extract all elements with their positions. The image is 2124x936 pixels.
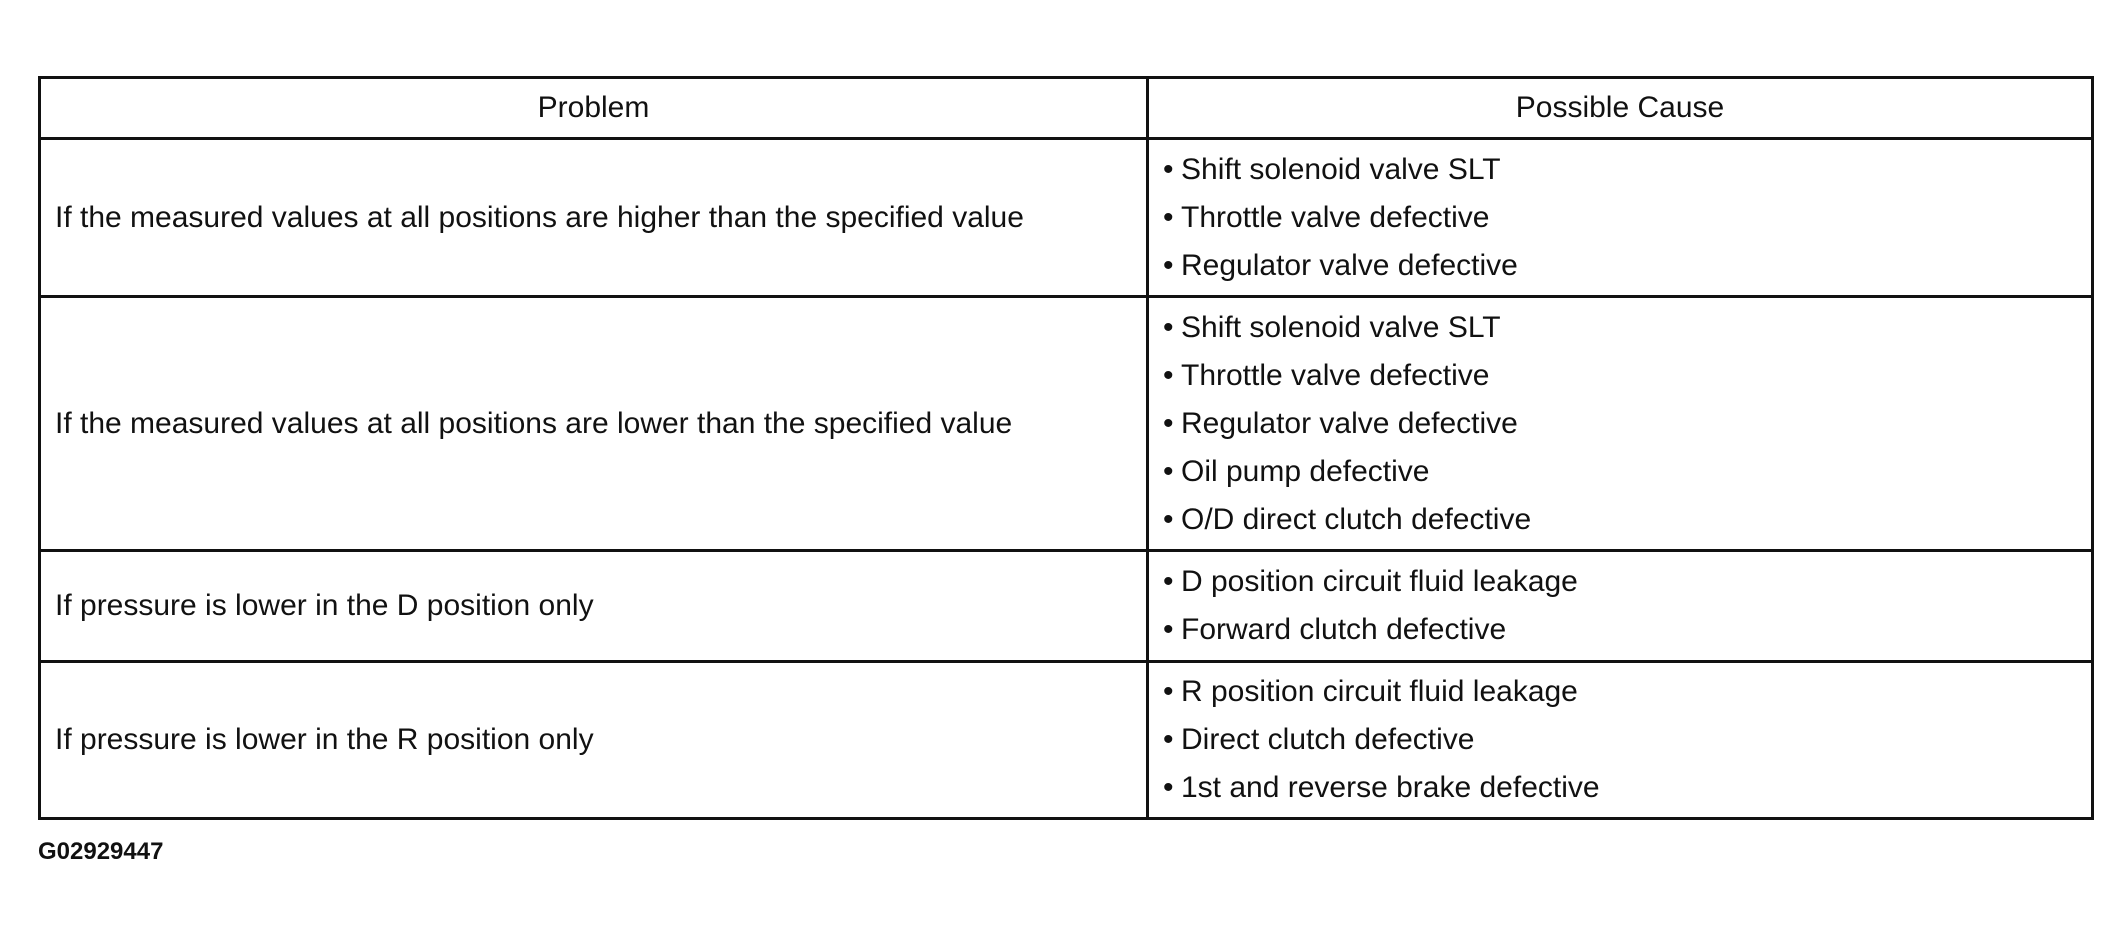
bullet-icon: • (1163, 406, 1174, 440)
problem-cell: If pressure is lower in the R position only (40, 662, 1148, 819)
list-item (1163, 496, 2091, 544)
bullet-icon: • (1163, 502, 1174, 536)
cause-text: R position circuit fluid leakage (1181, 675, 1578, 708)
cause-text: Forward clutch defective (1181, 613, 1507, 646)
cause-cell (1148, 297, 2093, 551)
bullet-icon: • (1163, 565, 1174, 598)
header-problem: Problem (40, 78, 1148, 139)
list-item (1163, 558, 2091, 606)
list-item (1163, 352, 2091, 400)
list-item (1163, 304, 2091, 352)
list-item (1163, 716, 2091, 764)
cause-list (1163, 304, 2091, 544)
figure-id: G02929447 (38, 838, 164, 865)
header-row (40, 78, 2093, 139)
list-item (1163, 668, 2091, 716)
list-item (1163, 764, 2091, 812)
cause-text: 1st and reverse brake defective (1181, 771, 1600, 804)
problem-cell: If the measured values at all positions are higher than the specified value (40, 139, 1148, 297)
problem-cell: If pressure is lower in the D position only (40, 551, 1148, 662)
cause-text: Regulator valve defective (1181, 406, 1518, 440)
bullet-icon: • (1163, 454, 1174, 488)
cause-cell (1148, 551, 2093, 662)
cause-text: Oil pump defective (1181, 454, 1430, 488)
list-item (1163, 242, 2091, 290)
cause-list (1163, 558, 2091, 654)
header-possible-cause: Possible Cause (1148, 78, 2093, 139)
diagnosis-table (38, 76, 2094, 820)
table-row (40, 551, 2093, 662)
bullet-icon: • (1163, 771, 1174, 804)
table-row (40, 139, 2093, 297)
list-item (1163, 194, 2091, 242)
bullet-icon: • (1163, 200, 1174, 234)
list-item (1163, 448, 2091, 496)
cause-text: Direct clutch defective (1181, 723, 1475, 756)
cause-cell (1148, 139, 2093, 297)
cause-text: O/D direct clutch defective (1181, 502, 1532, 536)
bullet-icon: • (1163, 723, 1174, 756)
bullet-icon: • (1163, 613, 1174, 646)
problem-cell: If the measured values at all positions are lower than the specified value (40, 297, 1148, 551)
bullet-icon: • (1163, 310, 1174, 344)
cause-text: Shift solenoid valve SLT (1181, 310, 1501, 344)
table-row (40, 297, 2093, 551)
cause-text: Throttle valve defective (1181, 358, 1490, 392)
list-item (1163, 606, 2091, 654)
cause-list (1163, 146, 2091, 290)
bullet-icon: • (1163, 248, 1174, 282)
bullet-icon: • (1163, 358, 1174, 392)
cause-text: Throttle valve defective (1181, 200, 1490, 234)
bullet-icon: • (1163, 675, 1174, 708)
cause-text: Shift solenoid valve SLT (1181, 152, 1501, 186)
list-item (1163, 400, 2091, 448)
cause-cell (1148, 662, 2093, 819)
list-item (1163, 146, 2091, 194)
cause-text: D position circuit fluid leakage (1181, 565, 1578, 598)
bullet-icon: • (1163, 152, 1174, 186)
table-row (40, 662, 2093, 819)
cause-text: Regulator valve defective (1181, 248, 1518, 282)
cause-list (1163, 668, 2091, 812)
